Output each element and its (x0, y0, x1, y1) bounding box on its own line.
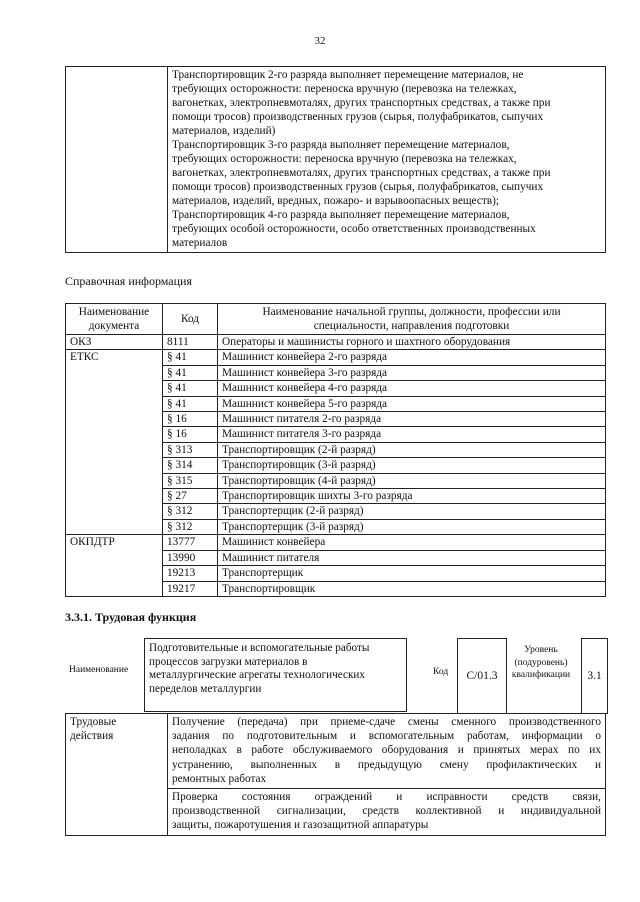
reference-section-title: Справочная информация (65, 274, 192, 288)
cell-code: 19217 (163, 581, 218, 596)
table-row (66, 381, 606, 396)
table-row (66, 504, 606, 519)
cell-code: § 41 (163, 381, 218, 396)
cell-code: § 16 (163, 412, 218, 427)
cell-document (66, 442, 163, 457)
page-number: 32 (314, 35, 326, 47)
cell-name: Транспортировщик (2-й разряд) (218, 442, 606, 457)
cell-code: § 312 (163, 504, 218, 519)
action-item: Получение (передача) при приеме-сдаче смены сменного производственного задания по подготовительным и вспомогательным работам, информации о неполадках в работе обслуживаемого оборудования и принятых мерах по их устранению, выполненных в предыдущую смену профилактических и ремонтных работах (168, 714, 606, 789)
continuation-empty-cell (66, 67, 168, 253)
cell-code: § 16 (163, 427, 218, 442)
cell-name: Транспортировщик (218, 581, 606, 596)
text-line: помощи тросов) производственных грузов (сырья, полуфабрикатов, сыпучих (172, 111, 544, 123)
table-row (66, 566, 606, 581)
table-row (66, 396, 606, 411)
table-row (66, 550, 606, 565)
cell-name: Машинист питателя 2-го разряда (218, 412, 606, 427)
text-line: помощи тросов) производственных грузов (сырья, полуфабрикатов, сыпучих (172, 181, 544, 193)
function-level-box (581, 638, 608, 714)
cell-document (66, 396, 163, 411)
actions-table (65, 713, 606, 836)
function-name-label: Наименование (69, 665, 129, 675)
cell-name: Транспортерщик (3-й разряд) (218, 519, 606, 534)
header-document: Наименование документа (66, 304, 163, 335)
text-line: материалов, изделий, вредных, пожаро- и взрывоопасных веществ); (172, 195, 500, 207)
cell-code: § 27 (163, 489, 218, 504)
table-row (66, 581, 606, 596)
reference-table (65, 303, 606, 597)
cell-name: Транспортировщик (3-й разряд) (218, 458, 606, 473)
cell-name: Машинист конвейера 3-го разряда (218, 365, 606, 380)
cell-name: Машинист питателя 3-го разряда (218, 427, 606, 442)
cell-document (66, 566, 163, 581)
header-code: Код (163, 304, 218, 335)
table-row (66, 350, 606, 365)
cell-code: 13990 (163, 550, 218, 565)
cell-code: § 312 (163, 519, 218, 534)
cell-name: Транспортировщик (4-й разряд) (218, 473, 606, 488)
function-level-label: Уровень (подуровень) квалификации (511, 645, 571, 680)
cell-document (66, 412, 163, 427)
cell-code: § 41 (163, 396, 218, 411)
table-row (66, 335, 606, 350)
table-row (66, 365, 606, 380)
cell-name: Машинист конвейера 5-го разряда (218, 396, 606, 411)
cell-name: Операторы и машинисты горного и шахтного оборудования (218, 335, 606, 350)
text-line: требующих осторожности: переноска вручную (перевозка на тележках, (172, 83, 517, 95)
cell-document (66, 458, 163, 473)
cell-document (66, 473, 163, 488)
cell-document (66, 504, 163, 519)
function-header (65, 635, 606, 715)
cell-document (66, 489, 163, 504)
function-name-line: металлургические агрегаты технологических (149, 669, 366, 681)
text-line: вагонетках, электропневмоталях, других транспортных средствах, а также при (172, 97, 551, 109)
reference-table-body (66, 335, 606, 597)
cell-document: ОКПДТР (66, 535, 163, 550)
cell-document (66, 381, 163, 396)
function-code: C/01.3 (466, 670, 498, 682)
function-name-line: Подготовительные и вспомогательные работы (149, 642, 370, 654)
function-level: 3.1 (587, 670, 602, 682)
action-item: Проверка состояния ограждений и исправности средств связи, производственной сигнализации, средств коллективной и индивидуальной защиты, пожаротушения и газозащитной аппаратуры (168, 789, 606, 836)
text-line: вагонетках, электропневмоталях, других транспортных средствах, а также при (172, 167, 551, 179)
text-line: материалов (172, 237, 228, 249)
table-row (66, 473, 606, 488)
table-row (66, 427, 606, 442)
cell-name: Машинист питателя (218, 550, 606, 565)
function-title: 3.3.1. Трудовая функция (65, 610, 197, 624)
cell-code: 19213 (163, 566, 218, 581)
cell-code: 8111 (163, 335, 218, 350)
function-code-box (457, 638, 507, 714)
cell-code: 13777 (163, 535, 218, 550)
text-line: материалов, изделий) (172, 125, 276, 137)
cell-name: Машинист конвейера 2-го разряда (218, 350, 606, 365)
table-row (66, 535, 606, 550)
cell-document (66, 519, 163, 534)
cell-document: ЕТКС (66, 350, 163, 365)
header-name: Наименование начальной группы, должности, профессии или специальности, направления подготовки (218, 304, 606, 335)
cell-document (66, 550, 163, 565)
cell-name: Транспортерщик (2-й разряд) (218, 504, 606, 519)
text-line: Транспортировщик 2-го разряда выполняет перемещение материалов, не (172, 69, 524, 81)
cell-code: § 315 (163, 473, 218, 488)
continuation-table (65, 66, 606, 253)
cell-name: Транспортерщик (218, 566, 606, 581)
function-name-line: процессов загрузки материалов в (149, 655, 308, 668)
function-name-line: переделов металлургии (149, 682, 262, 695)
cell-document (66, 581, 163, 596)
cell-name: Машинист конвейера 4-го разряда (218, 381, 606, 396)
cell-document (66, 427, 163, 442)
cell-code: § 41 (163, 365, 218, 380)
table-row (66, 519, 606, 534)
continuation-text-cell (168, 67, 606, 253)
text-line: Транспортировщик 4-го разряда выполняет перемещение материалов, (172, 209, 510, 221)
cell-name: Машинист конвейера (218, 535, 606, 550)
function-code-label: Код (433, 667, 449, 677)
cell-code: § 41 (163, 350, 218, 365)
cell-document (66, 365, 163, 380)
actions-label-cell: Трудовые действия (66, 714, 168, 836)
cell-code: § 313 (163, 442, 218, 457)
text-line: Транспортировщик 3-го разряда выполняет перемещение материалов, (172, 139, 510, 151)
text-line: требующих особой осторожности, особо ответственных производственных (172, 223, 536, 235)
cell-code: § 314 (163, 458, 218, 473)
table-row (66, 489, 606, 504)
text-line: требующих осторожности: переноска вручную (перевозка на тележках, (172, 153, 517, 165)
table-row (66, 442, 606, 457)
table-row (66, 412, 606, 427)
cell-document: ОКЗ (66, 335, 163, 350)
cell-name: Транспортировщик шихты 3-го разряда (218, 489, 606, 504)
table-row (66, 458, 606, 473)
function-name-box (144, 638, 407, 712)
